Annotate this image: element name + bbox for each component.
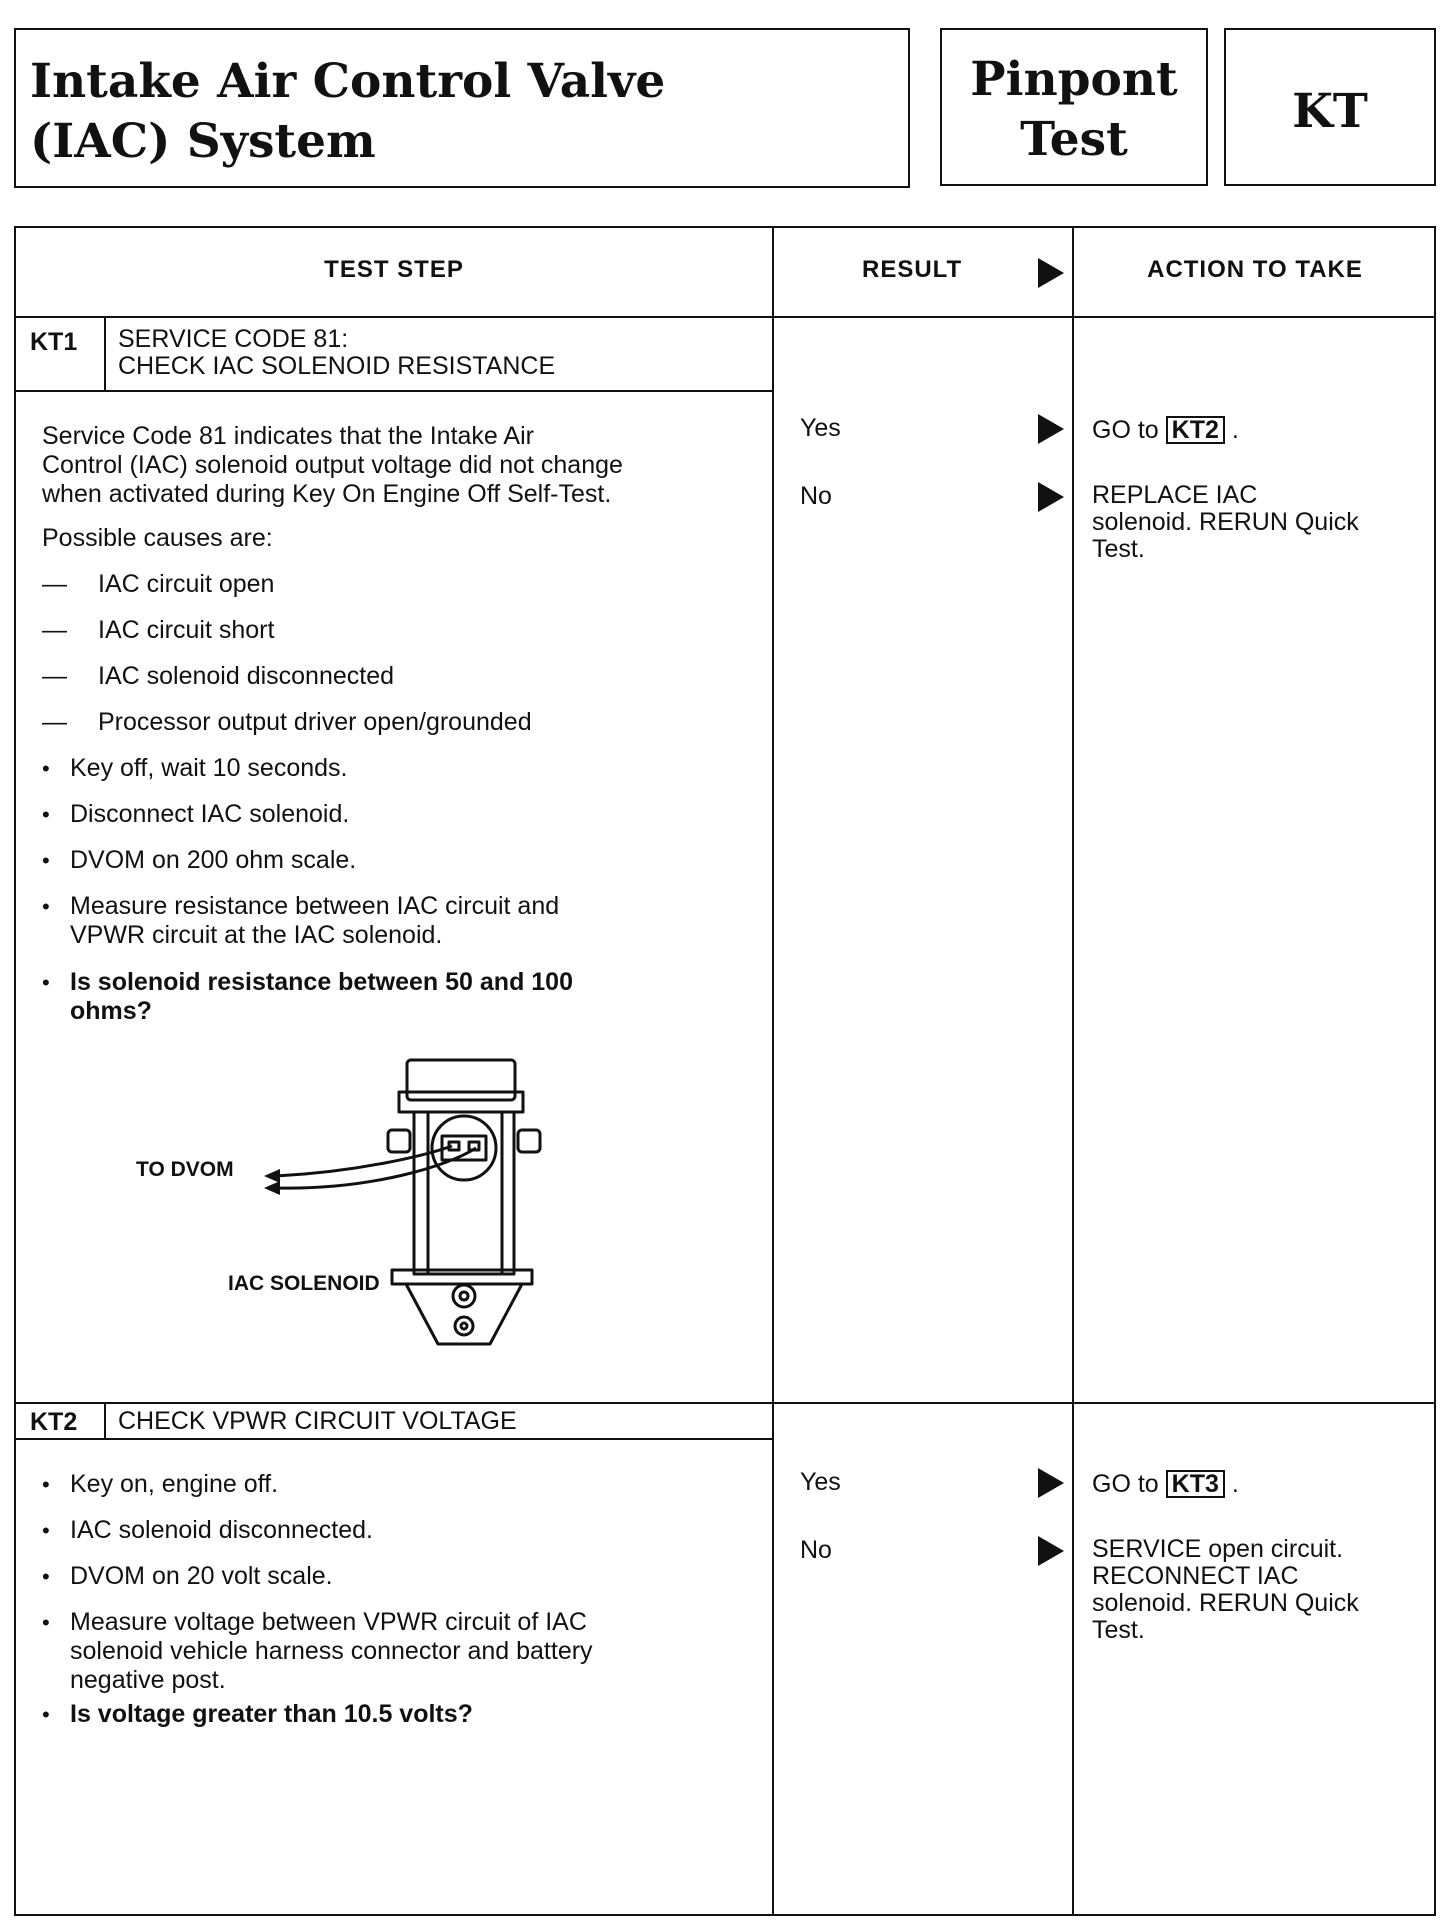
kt2-step: DVOM on 20 volt scale. <box>70 1562 333 1590</box>
kt2-result-no: No <box>800 1536 832 1564</box>
page-title <box>30 52 665 172</box>
bullet-icon: • <box>42 756 50 781</box>
bullet-icon: • <box>42 1518 50 1543</box>
kt2-step: IAC solenoid disconnected. <box>70 1516 373 1544</box>
kt1-cause: IAC solenoid disconnected <box>98 662 395 690</box>
dash-icon: — <box>42 662 67 690</box>
kt1-question: Is solenoid resistance between 50 and 100 ohms? <box>70 968 573 1025</box>
solenoid-collar <box>399 1092 523 1112</box>
kt2-step-title: CHECK VPWR CIRCUIT VOLTAGE <box>118 1407 517 1435</box>
kt2-step-id: KT2 <box>30 1408 78 1436</box>
pinpoint-test-box <box>940 28 1208 186</box>
dash-icon: — <box>42 616 67 644</box>
kt1-action-no: REPLACE IAC solenoid. RERUN Quick Test. <box>1092 481 1359 563</box>
iac-solenoid-diagram <box>196 1048 576 1348</box>
kt2-measure-step: Measure voltage between VPWR circuit of IAC solenoid vehicle harness connector and battery negative post. <box>70 1608 593 1694</box>
bullet-icon: • <box>42 970 50 995</box>
kt1-result-no: No <box>800 482 832 510</box>
kt1-title-divider <box>16 390 772 392</box>
kt3-reference: KT3 <box>1166 1470 1225 1498</box>
test-code: KT <box>1292 84 1368 139</box>
title-box <box>14 28 910 188</box>
iac-solenoid-label: IAC SOLENOID <box>228 1272 380 1295</box>
dash-icon: — <box>42 570 67 598</box>
bullet-icon: • <box>42 802 50 827</box>
column-header-result: RESULT <box>862 256 963 283</box>
bullet-icon: • <box>42 1702 50 1727</box>
title-line-2: (IAC) System <box>30 114 376 169</box>
kt2-result-yes: Yes <box>800 1468 841 1496</box>
kt2-title-divider <box>16 1438 772 1440</box>
kt1-causes-heading: Possible causes are: <box>42 524 273 552</box>
bullet-icon: • <box>42 848 50 873</box>
column-divider-1 <box>772 228 774 1914</box>
kt1-cause: Processor output driver open/grounded <box>98 708 532 736</box>
kt1-cause: IAC circuit short <box>98 616 275 644</box>
result-arrow-icon <box>1038 414 1064 444</box>
kt2-step: Key on, engine off. <box>70 1470 279 1498</box>
title-line-1: Intake Air Control Valve <box>30 54 666 109</box>
kt1-intro: Service Code 81 indicates that the Intake Air Control (IAC) solenoid output voltage did not change when activated during Key On Engine Off Self-Test. <box>42 422 623 508</box>
kt1-step: Key off, wait 10 seconds. <box>70 754 348 782</box>
kt1-step-title: SERVICE CODE 81: CHECK IAC SOLENOID RESISTANCE <box>118 325 556 380</box>
result-arrow-icon <box>1038 482 1064 512</box>
kt2-reference: KT2 <box>1166 416 1225 444</box>
step-divider <box>16 1402 1434 1404</box>
test-code-box <box>1224 28 1436 186</box>
to-dvom-label: TO DVOM <box>136 1158 234 1181</box>
column-header-test-step: TEST STEP <box>324 256 464 283</box>
bullet-icon: • <box>42 894 50 919</box>
bullet-icon: • <box>42 1472 50 1497</box>
header-divider <box>16 316 1434 318</box>
result-arrow-icon <box>1038 258 1064 288</box>
kt2-action-no: SERVICE open circuit. RECONNECT IAC solenoid. RERUN Quick Test. <box>1092 1535 1359 1644</box>
kt1-step: Disconnect IAC solenoid. <box>70 800 350 828</box>
result-arrow-icon <box>1038 1468 1064 1498</box>
kt1-measure-step: Measure resistance between IAC circuit and VPWR circuit at the IAC solenoid. <box>70 892 560 949</box>
kt2-question: Is voltage greater than 10.5 volts? <box>70 1700 473 1728</box>
kt1-cause: IAC circuit open <box>98 570 275 598</box>
kt1-step-id: KT1 <box>30 328 78 356</box>
kt1-result-yes: Yes <box>800 414 841 442</box>
pinpoint-line-1: Pinpont <box>970 52 1178 107</box>
column-divider-2 <box>1072 228 1074 1914</box>
pinpoint-table <box>14 226 1436 1916</box>
bullet-icon: • <box>42 1564 50 1589</box>
kt2-action-yes: GO to KT3 . <box>1092 1470 1239 1498</box>
solenoid-cap <box>407 1060 515 1100</box>
kt1-id-divider <box>104 316 106 390</box>
bullet-icon: • <box>42 1610 50 1635</box>
column-header-action: ACTION TO TAKE <box>1147 256 1363 283</box>
pinpoint-line-2: Test <box>1020 112 1128 167</box>
kt1-action-yes: GO to KT2 . <box>1092 416 1239 444</box>
kt1-step: DVOM on 200 ohm scale. <box>70 846 357 874</box>
kt2-id-divider <box>104 1402 106 1438</box>
result-arrow-icon <box>1038 1536 1064 1566</box>
dash-icon: — <box>42 708 67 736</box>
